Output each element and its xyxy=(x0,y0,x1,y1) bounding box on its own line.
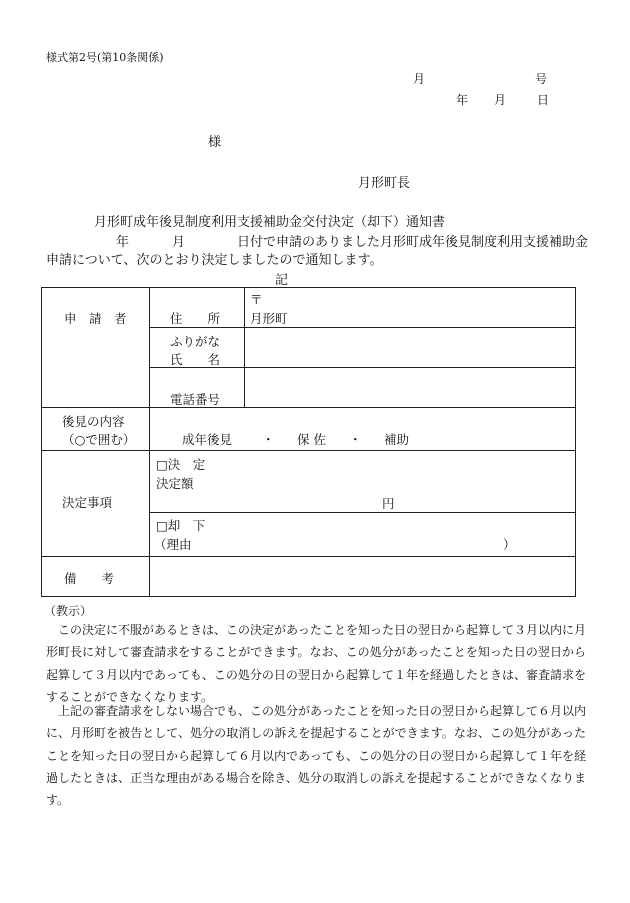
guardian-options-cell xyxy=(150,408,576,451)
remarks-label-cell xyxy=(42,557,150,597)
name-value-cell[interactable] xyxy=(245,328,576,368)
intro-line-2: 申請について、次のとおり決定しましたので通知します。 xyxy=(46,253,383,268)
applicant-label: 申 請 者 xyxy=(64,311,127,326)
amount-label: 決定額 xyxy=(156,476,194,491)
ref-number: 号 xyxy=(535,72,548,86)
address-value-cell[interactable] xyxy=(245,288,576,328)
ref-month: 月 xyxy=(413,72,426,86)
remarks-label: 備 考 xyxy=(64,571,115,586)
remarks-row xyxy=(42,557,576,597)
date-month: 月 xyxy=(494,93,507,107)
option-separator-1: ・ xyxy=(262,432,275,447)
reason-open: （理由 xyxy=(154,537,192,552)
option-seinen-kouken[interactable]: 成年後見 xyxy=(182,432,233,447)
address-value: 月形町 xyxy=(250,311,288,326)
guardian-label-cell xyxy=(42,408,150,451)
intro-text-a: 日付で申請のありました月形町成年後見制度利用支援補助金 xyxy=(237,235,589,250)
reason-close: ） xyxy=(503,537,516,552)
form-number: 様式第2号(第10条関係) xyxy=(46,51,164,64)
issue-date-row xyxy=(0,91,630,107)
name-label-cell xyxy=(150,328,245,368)
applicant-label-cell xyxy=(42,288,150,408)
decided-cell xyxy=(150,451,576,513)
phone-label: 電話番号 xyxy=(170,392,221,407)
addressee: 様 xyxy=(208,135,222,150)
decision-label: 決定事項 xyxy=(62,495,113,510)
decision-table xyxy=(41,287,576,597)
rejected-checkbox[interactable]: □却 下 xyxy=(156,518,206,533)
remarks-value-cell[interactable] xyxy=(150,557,576,597)
intro-year: 年 xyxy=(116,235,130,250)
option-hojo[interactable]: 補助 xyxy=(384,432,410,447)
date-year: 年 xyxy=(456,93,469,107)
phone-value-cell[interactable] xyxy=(245,368,576,408)
option-separator-2: ・ xyxy=(349,432,362,447)
intro-line-1 xyxy=(0,231,630,249)
guardian-label-1: 後見の内容 xyxy=(62,414,125,429)
guardian-row xyxy=(42,408,576,451)
decided-checkbox[interactable]: □決 定 xyxy=(156,457,206,472)
address-label: 住 所 xyxy=(170,311,221,326)
option-hosa[interactable]: 保 佐 xyxy=(297,432,326,447)
phone-label-cell xyxy=(150,368,245,408)
postal-mark: 〒 xyxy=(250,292,263,307)
notice-paragraph-1: この決定に不服があるときは、この決定があったことを知った日の翌日から起算して３月以内に月形町長に対して審査請求をすることができます。なお、この処分があったことを知った日の翌日から起算して３月以内であっても、この処分の日の翌日から起算して１年を経過したときは、審査請求をすることができなくなります。 xyxy=(46,623,586,704)
rejected-cell xyxy=(150,513,576,557)
name-label: 氏 名 xyxy=(170,352,221,367)
ki-mark: 記 xyxy=(275,273,289,288)
yen-unit: 円 xyxy=(382,496,395,511)
furigana-label: ふりがな xyxy=(170,334,221,349)
decision-label-cell xyxy=(42,451,150,557)
address-label-cell xyxy=(150,288,245,328)
issuer: 月形町長 xyxy=(358,176,411,191)
applicant-address-row xyxy=(42,288,576,328)
notice-paragraph-2: 上記の審査請求をしない場合でも、この処分があったことを知った日の翌日から起算して６月以内に、月形町を被告として、処分の取消しの訴えを提起することができます。なお、この処分があったことを知った日の翌日から起算して６月以内であっても、この処分の日の翌日から起算して１年を経過したときは、正当な理由がある場合を除き、処分の取消しの訴えを提起することができなくなります。 xyxy=(46,704,586,808)
guardian-label-2: （○で囲む） xyxy=(62,432,136,447)
notice-heading: （教示） xyxy=(44,604,93,618)
reference-number-row xyxy=(0,70,630,86)
date-day: 日 xyxy=(537,93,550,107)
decision-approved-row xyxy=(42,451,576,513)
intro-month: 月 xyxy=(172,235,186,250)
document-title: 月形町成年後見制度利用支援補助金交付決定（却下）通知書 xyxy=(94,215,446,230)
